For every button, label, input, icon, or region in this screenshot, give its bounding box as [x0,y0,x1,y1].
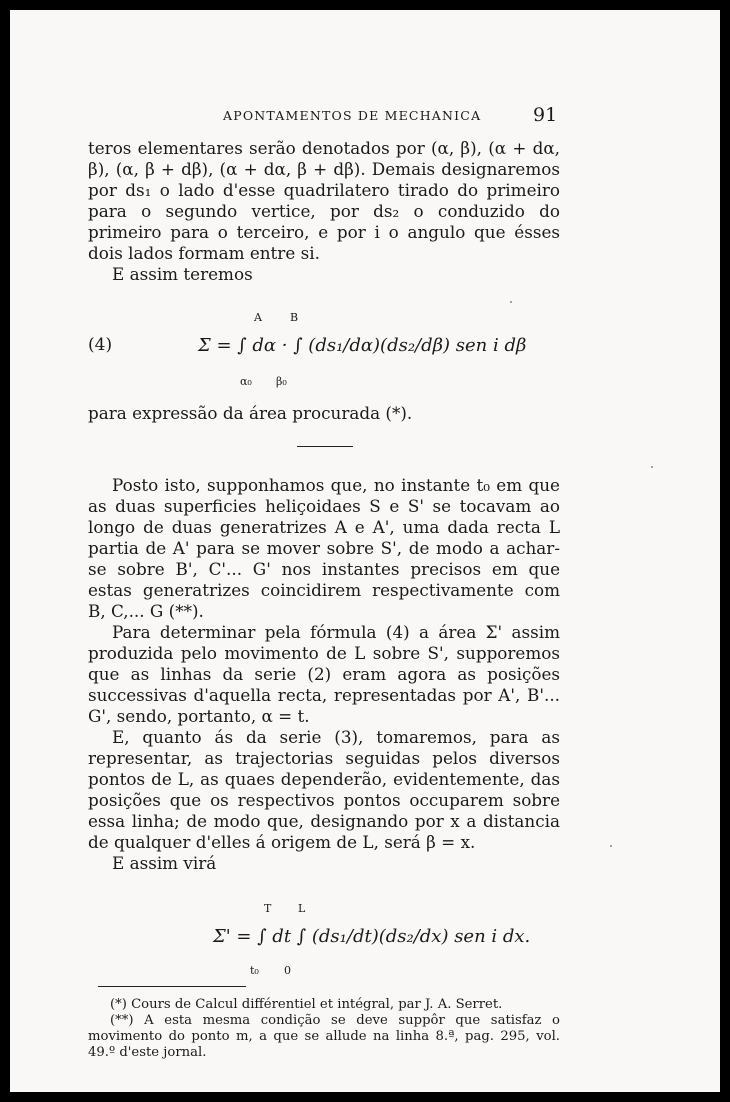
footnote: (**) A esta mesma condição se deve suppôr que satisfaz o movimento do ponto m, a que se allude na linha 8.ª, pag. 295, vol. 49.º d'este jornal. [88,1013,560,1060]
equation-number: (4) [88,335,113,355]
print-speck [651,466,653,468]
equation-4 [88,289,560,395]
equation-expression: Σ' = ∫ dt ∫ (ds₁/dt)(ds₂/dx) sen i dx. [213,926,531,947]
paragraph: teros elementares serão denotados por (α, β), (α + dα, β), (α, β + dβ), (α + dα, β + dβ). Demais designaremos por ds₁ o lado d'esse quadrilatero tirado do primeiro para o segundo vertice, por ds₂ o conduzido do primeiro para o terceiro, e por i o angulo que ésses dois lados formam entre si. [88,138,560,263]
paragraph: E, quanto ás da serie (3), tomaremos, para as representar, as trajectorias seguidas pelos diversos pontos de L, as quaes dependerão, evidentemente, das posições que os respectivos pontos occuparem sobre essa linha; de modo que, designando por x a distancia de qualquer d'elles á origem de L, será β = x. [88,727,560,852]
print-speck [510,301,512,303]
footnote: (*) Cours de Calcul différentiel et intégral, par J. A. Serret. [110,997,503,1012]
footnote-rule [98,986,246,987]
upper-limit-inner: B [290,311,299,324]
upper-limit-outer: A [254,311,262,324]
paragraph: para expressão da área procurada (*). [88,403,413,423]
paragraph: Posto isto, supponhamos que, no instante t₀ em que as duas superficies heliçoidaes S e S' se tocavam ao longo de duas generatrizes A e A', uma dada recta L partia de A' para se mover sobre S', de modo a achar-se sobre B', C'... G' nos instantes precisos em que estas generatrizes coincidirem respectivamente com B, C,... G (**). [88,475,560,621]
upper-limit-outer: T [264,902,272,915]
section-separator [297,446,353,447]
upper-limit-inner: L [298,902,306,915]
body-text [88,138,560,1061]
footnotes [88,997,560,1061]
page-header [10,104,720,132]
lower-limit-inner: β₀ [276,375,287,388]
running-head: APONTAMENTOS DE MECHANICA [223,108,482,123]
lower-limit-outer: t₀ [250,964,259,977]
equation-5 [88,888,560,980]
equation-expression: Σ = ∫ dα · ∫ (ds₁/dα)(ds₂/dβ) sen i dβ [198,335,527,356]
paragraph: E assim virá [112,853,217,873]
book-page [10,10,720,1092]
paragraph: E assim teremos [112,264,253,284]
page-number: 91 [533,104,558,126]
lower-limit-outer: α₀ [240,375,252,388]
print-speck [610,845,612,847]
lower-limit-inner: 0 [284,964,291,977]
paragraph: Para determinar pela fórmula (4) a área Σ' assim produzida pelo movimento de L sobre S', supporemos que as linhas da serie (2) eram agora as posições successivas d'aquella recta, representadas por A', B'... G', sendo, portanto, α = t. [88,622,560,726]
